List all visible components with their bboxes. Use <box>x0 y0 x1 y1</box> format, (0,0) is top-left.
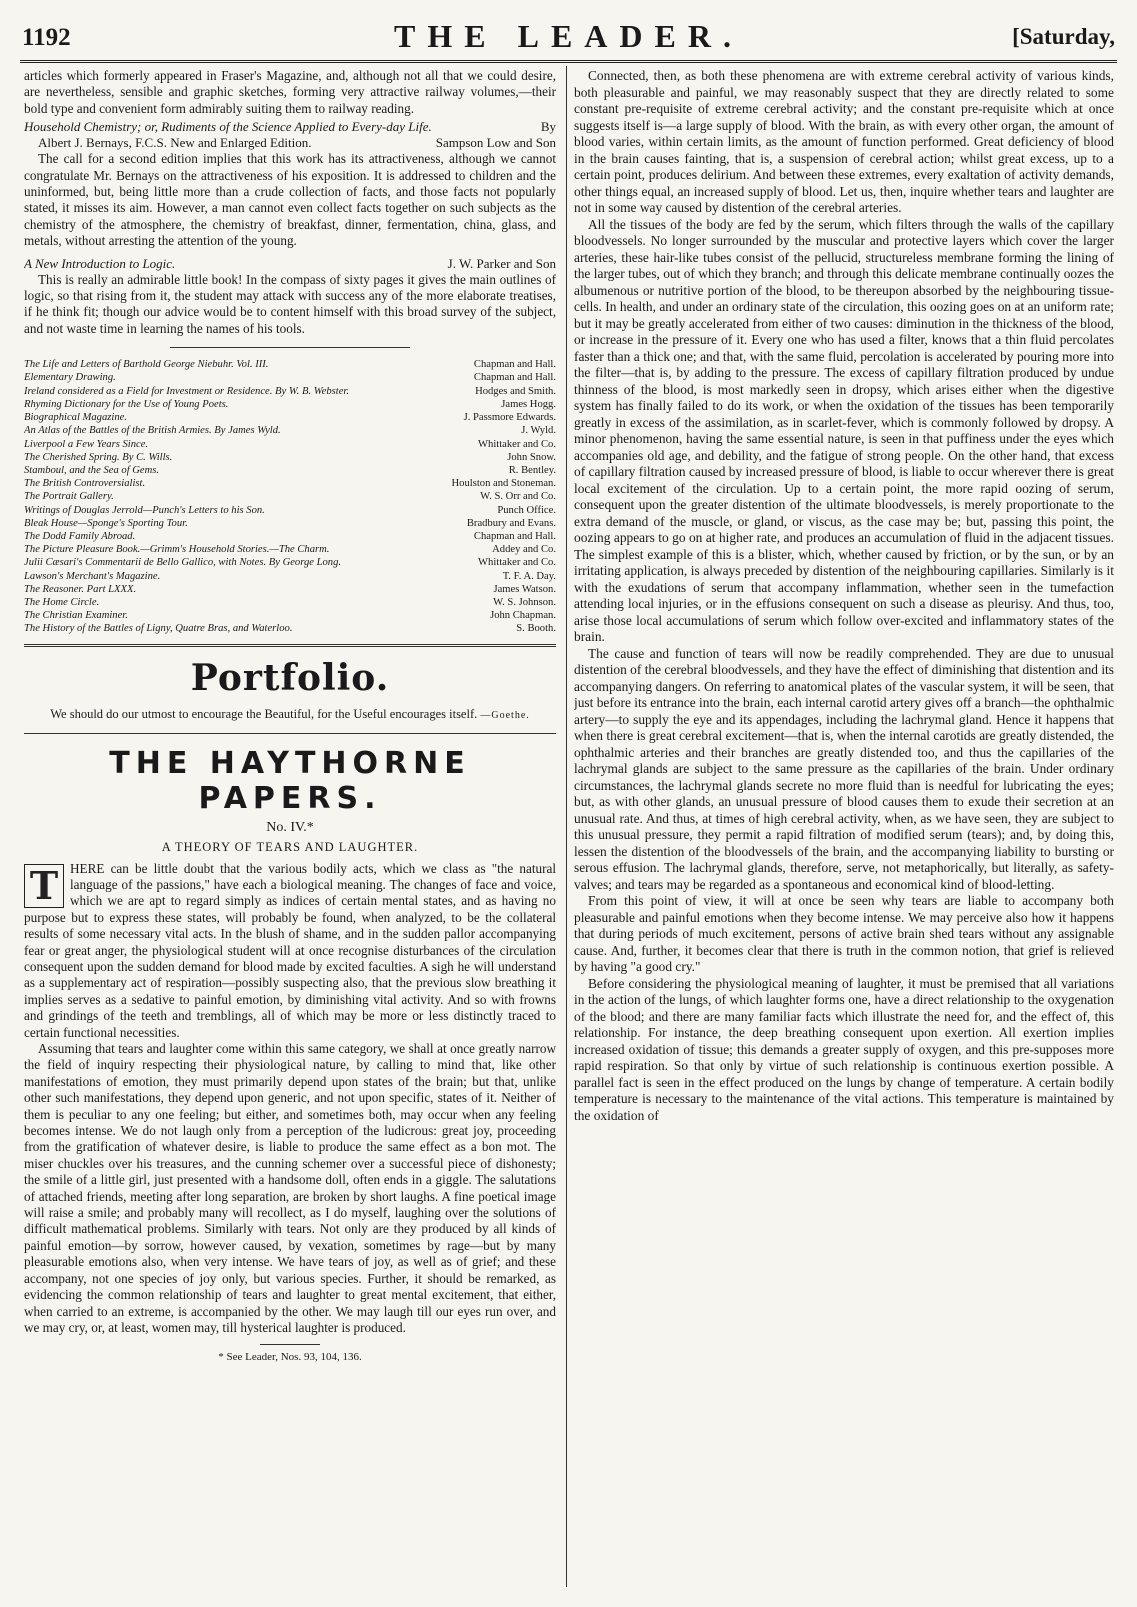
book-list-publisher: John Snow. <box>507 451 556 463</box>
book-list-item <box>24 464 556 477</box>
column-divider <box>566 66 567 1587</box>
book-list-item <box>24 543 556 556</box>
book-list-publisher: Houlston and Stoneman. <box>451 478 556 490</box>
book-list-item <box>24 530 556 543</box>
book-list-item <box>24 504 556 517</box>
book-list-title: Lawson's Merchant's Magazine. <box>24 570 161 582</box>
book-list-title: The British Controversialist. <box>24 478 146 490</box>
book-list-item <box>24 570 556 583</box>
book-list-item <box>24 438 556 451</box>
right-column <box>574 68 1114 1588</box>
book-title: A New Introduction to Logic. <box>24 255 176 271</box>
book-list-publisher: T. F. A. Day. <box>502 570 556 582</box>
article-subtitle: A THEORY OF TEARS AND LAUGHTER. <box>161 839 419 854</box>
masthead-title: THE LEADER. <box>394 18 743 54</box>
book-list-title: The Christian Examiner. <box>24 610 128 622</box>
article-paragraph <box>24 861 556 1041</box>
book-list-title: Elementary Drawing. <box>24 372 116 384</box>
book-publisher: Sampson Low and Son <box>435 135 556 151</box>
book-list-publisher: J. Wyld. <box>521 425 556 437</box>
book-list-publisher: Hodges and Smith. <box>475 385 556 397</box>
books-received-list <box>24 358 556 635</box>
book-list-publisher: Bradbury and Evans. <box>466 517 556 529</box>
book-list-item <box>24 411 556 424</box>
article-paragraph: Connected, then, as both these phenomena are with extreme cerebral activity of various kinds, both pleasurable and painful, we may reasonably suspect that they are directly related to some constant pre-requisite of extreme cerebral activity; and the constant pre-requisite which at once suggests itself is—a large supply of blood. With the brain, as with every other organ, the amount of blood varies, within certain limits, as the amount of function performed. Great deficiency of blood in the brain causes fainting, that is, a suspension of cerebral action; whilst great excess, up to a certain point, produces delirium. And between these extremes, every exaltation of activity demands, other things equal, an increased supply of blood. Let us, then, inquire whether tears and laughter are not in some way caused by distention of the cerebral arteries. <box>574 68 1114 215</box>
book-list-item <box>24 517 556 530</box>
book-list-title: Liverpool a Few Years Since. <box>24 438 149 450</box>
divider <box>24 644 556 647</box>
book-list-item <box>24 622 556 635</box>
book-publisher: J. W. Parker and Son <box>447 255 556 271</box>
book-list-item <box>24 556 556 569</box>
book-list-publisher: Chapman and Hall. <box>473 530 556 542</box>
book-list-publisher: J. Passmore Edwards. <box>463 412 556 424</box>
book-list-title: The Home Circle. <box>24 596 100 608</box>
intro-paragraph: articles which formerly appeared in Fraser's Magazine, and, although not all that we could desire, are nevertheless, sensible and graphic sketches, forming very attractive railway volumes,—their bold type and convenient form admirably suiting them to railway reading. <box>24 68 556 116</box>
footnote <box>24 1344 556 1363</box>
book-list-title: Bleak House—Sponge's Sporting Tour. <box>24 517 188 529</box>
book-list-item <box>24 609 556 622</box>
book-list-publisher: Whittaker and Co. <box>478 438 556 450</box>
book-list-title: Ireland considered as a Field for Investment or Residence. By W. B. Webster. <box>24 385 350 397</box>
book-list-publisher: W. S. Johnson. <box>493 596 556 608</box>
book-list-title: Julii Cæsari's Commentarii de Bello Gallico, with Notes. By George Long. <box>24 557 342 569</box>
book-list-title: Writings of Douglas Jerrold—Punch's Letters to his Son. <box>24 504 265 516</box>
book-list-item <box>24 451 556 464</box>
page-header <box>20 14 1117 56</box>
paragraph-text: HERE can be little doubt that the various bodily acts, which we class as "the natural language of the passions," have each a biological meaning. The changes of face and voice, which we are apt to regard simply as indices of certain mental states, and as having no purpose but to express these states, will probably be found, when analyzed, to be the collateral results of some necessary vital acts. In the blush of shame, and in the sudden pallor accompanying fear or great anger, the physiological student will at once recognise disturbances of the circulation consequent upon the sudden demand for blood made by excited faculties. A sigh he will understand as a supplementary act of respiration—possibly suspecting also, that the previous slow breathing it implies serves as a sedative to painful emotion, by diminishing vital activity. And so with frowns and grindings of the teeth and tremblings, all of which may be more or less distinctly traced to certain functional necessities. <box>24 860 556 1040</box>
book-by: By <box>540 119 556 135</box>
article-heading: THE HAYTHORNE PAPERS. <box>109 745 471 816</box>
book-list-item <box>24 490 556 503</box>
review-chemistry: The call for a second edition implies that this work has its attractiveness, although we cannot congratulate Mr. Bernays on the attractiveness of his exposition. It is addressed to children and the uninformed, but, being little more than a crude collection of facts, and those facts not popularly stated, it misses its aim. However, a man cannot even collect facts together on such subjects as the chemistry of the atmosphere, the chemistry of breakfast, dinner, fermentation, china, glass, and metals, without arresting the attention of the young. <box>24 151 556 249</box>
article-paragraph: All the tissues of the body are fed by the serum, which filters through the walls of the capillary bloodvessels. No longer surrounded by the muscular and protective layers which cover the larger arteries, these hair-like tubes consist of the pellucid, structureless membrane forming the lining of the larger tubes, out of which they branch; and through this delicate membrane continually oozes the albumenous or nutritive portion of the blood, to be thereupon absorbed by the neighbouring tissue-cells. In health, and under an ordinary state of the circulation, this oozing goes on at an uniform rate; but it may be greatly accelerated from either of two causes: diminution in the thickness of the blood, or increase in the pressure of it. Every one who has used a filter, knows that a thin fluid percolates faster than a thick one; and that, with the same fluid, percolation is accelerated by pouring more into the filter—that is, by adding to the pressure. The excess of capillary filtration produced by undue thinness of the blood, is most markedly seen in dropsy, which arises either when the digestive system has finally failed to do its work, or when the oxidation of the tissues has been temporarily greatly in excess of the assimilation, as in scarlet-fever, which is commonly followed by dropsy. A minor phenomenon, having the same essential nature, is seen in that puffiness under the eyes which accompanies old age, and debility, and the fatigue of strong people. On the other hand, that excess of capillary filtration caused by increased pressure of blood, is liable to occur wherever there is great local excitement of the circulation. Up to a certain point, the more rapid oozing of serum, consequent upon the greater distention of the ultimate bloodvessels, is merely proportionate to the extra demand of the muscle, or gland, or viscus, as the case may be; but, passing this point, the oozing appears to go on at higher rate, and produces an accumulation of fluid in the adjacent tissues. The simplest example of this is a blister, which, whether caused by friction, or by the sun, or by an irritating application, is always preceded by distention of the neighbouring capillaries. Similarly is it with the exudations of serum that accompany inflammation, whether seen in the tumefaction attending local injuries, or in the effusions consequent on such a disease as pleurisy. And thus, too, arise those local accumulations of serum which follow over-excited and inflammatory states of the brain. <box>574 216 1114 644</box>
motto-text: We should do our utmost to encourage the Beautiful, for the Useful encourages itself. <box>50 706 478 721</box>
book-list-title: Stamboul, and the Sea of Gems. <box>24 464 160 476</box>
book-list-item <box>24 371 556 384</box>
book-list-title: The Reasoner. Part LXXX. <box>24 583 137 595</box>
header-day: [Saturday, <box>1012 24 1115 49</box>
divider <box>24 733 556 734</box>
footnote-text: * See Leader, Nos. 93, 104, 136. <box>218 1351 362 1364</box>
book-list-publisher: W. S. Orr and Co. <box>480 491 556 503</box>
book-edition: Albert J. Bernays, F.C.S. New and Enlarged Edition. <box>38 135 312 151</box>
book-list-title: The Cherished Spring. By C. Wills. <box>24 451 173 463</box>
portfolio-heading: Portfolio. <box>190 656 390 699</box>
review-logic: This is really an admirable little book! In the compass of sixty pages it gives the main outlines of logic, so that rising from it, the student may attack with success any of the more elaborate treatises, if he think fit; though our advice would be to content himself with this broad survey of the subject, and not waste time in learning the names of his tools. <box>24 271 556 336</box>
book-list-item <box>24 477 556 490</box>
book-list-publisher: R. Bentley. <box>508 464 556 476</box>
book-list-item <box>24 583 556 596</box>
article-paragraph: Before considering the physiological meaning of laughter, it must be premised that all variations in the action of the lungs, of which laughter forms one, have a direct relationship to the oxygenation of the blood; and there are many familiar facts which illustrate the need for, and the effect of, this relationship. For instance, the deep breathing consequent upon exertion. All exertion implies increased oxidation of tissue; this demands a greater supply of oxygen, and this pre-supposes more rapid respiration. So that only by virtue of such relationship is continuous exertion possible. A parallel fact is seen in the effect produced on the lungs by change of temperature. A certain bodily temperature is necessary to the maintenance of the vital actions. This temperature is maintained by the oxidation of <box>574 975 1114 1123</box>
book-list-publisher: Chapman and Hall. <box>473 372 556 384</box>
book-list-title: The Life and Letters of Barthold George Niebuhr. Vol. III. <box>24 359 269 371</box>
book-entry-chemistry <box>24 119 556 151</box>
book-list-item <box>24 596 556 609</box>
article-paragraph: From this point of view, it will at once be seen why tears are liable to accompany both pleasurable and painful emotions when they become intense. We may perceive also how it happens that during periods of much excitement, persons of active brain shed tears without any assignable cause. And, further, it becomes clear that there is truth in the common notion, that grief is relieved by having "a good cry." <box>574 893 1114 974</box>
book-list-title: The Dodd Family Abroad. <box>24 530 136 542</box>
book-list-item <box>24 398 556 411</box>
book-list-publisher: S. Booth. <box>516 623 556 635</box>
divider <box>170 347 410 348</box>
book-list-item <box>24 385 556 398</box>
book-list-title: The Portrait Gallery. <box>24 491 114 503</box>
book-list-title: An Atlas of the Battles of the British Armies. By James Wyld. <box>24 425 281 437</box>
portfolio-motto <box>24 707 556 723</box>
left-column <box>24 68 556 1588</box>
book-list-publisher: Whittaker and Co. <box>478 557 556 569</box>
book-list-publisher: James Watson. <box>493 583 556 595</box>
book-entry-logic <box>24 256 556 272</box>
article-number: No. IV.* <box>266 819 314 835</box>
book-list-publisher: James Hogg. <box>501 398 556 410</box>
drop-cap: T <box>24 864 64 908</box>
book-list-publisher: Addey and Co. <box>492 544 556 556</box>
book-list-item <box>24 358 556 371</box>
motto-attribution: —Goethe. <box>480 709 530 721</box>
book-list-title: Rhyming Dictionary for the Use of Young Poets. <box>24 398 229 410</box>
book-list-publisher: Punch Office. <box>497 504 556 516</box>
book-list-item <box>24 424 556 437</box>
book-list-publisher: Chapman and Hall. <box>473 359 556 371</box>
header-rule <box>20 60 1117 63</box>
book-title: Household Chemistry; or, Rudiments of the Science Applied to Every-day Life. <box>24 119 432 135</box>
book-list-publisher: John Chapman. <box>490 610 556 622</box>
book-list-title: The Picture Pleasure Book.—Grimm's Household Stories.—The Charm. <box>24 544 330 556</box>
book-list-title: Biographical Magazine. <box>24 412 127 424</box>
article-paragraph: Assuming that tears and laughter come within this same category, we shall at once greatly narrow the field of inquiry respecting their physiological nature, by calling to mind that, like other manifestations of emotion, they must primarily depend upon states of the brain; but that, unlike other such manifestations, they depend upon generic, and not upon specific, states of it. Neither of them is peculiar to any one feeling; but either, and sometimes both, may occur when any feeling becomes intense. We do not laugh only from a perception of the ludicrous: great joy, proceeding from the gratification of whatever desire, is liable to produce the same effect as a bon mot. The miser chuckles over his treasures, and the cunning schemer over a successful piece of dishonesty; the smile of a little girl, just presented with a handsome doll, often ends in a giggle. The salutations of attached friends, meeting after long separation, are broken by short laughs. A fine poetical image will raise a smile; and probably many will recollect, as I do myself, laughing over the solutions of difficult mathematical problems. Similarly with tears. Not only are they produced by all kinds of painful emotion—by sorrow, however caused, by vexation, sometimes by rage—but by many pleasurable emotions also, when very intense. We have tears of joy, as well as of grief; and these accompany, not one species of joy only, but various species. Further, it should be remarked, as evidencing the common relationship of tears and laughter to great mental excitement, that either, when carried to an extreme, is accompanied by the other. We may laugh till our eyes run over, and we may cry, or, at least, women may, till hysterical laughter is produced. <box>24 1041 556 1335</box>
article-paragraph: The cause and function of tears will now be readily comprehended. They are due to unusual distention of the cerebral bloodvessels, and they have the effect of diminishing that distention and its accompanying dangers. On referring to anatomical plates of the vascular system, it will be seen, that just before its entrance into the brain, each internal carotid artery gives off a branch—the ophthalmic artery—to supply the eye and its appendages, including the lachrymal gland. Hence it happens that when there is great cerebral excitement—that is, when the internal carotids are greatly distended, the ophthalmic arteries and their branches are greatly distended too, and thus the capillaries of the lachrymal glands are subject to the same pressure as the capillaries of the brain. Under ordinary circumstances, the lachrymal glands secrete no more fluid than is needful for lubricating the eyes; but, as with other glands, an unusual pressure of blood causes them to exude their secretion at an unusual rate. And thus, at times of high cerebral activity, when, as we have seen, they are subject to this unusual pressure, they permit a rapid filtration of modified serum (tears); and, by doing this, lessen the distention of the bloodvessels of the brain, and the accompanying liability to bursting or serous effusion. The lachrymal glands, therefore, serve, not metaphorically, but literally, as safety-valves; and tears may be regarded as a spontaneous and economical kind of blood-letting. <box>574 645 1114 892</box>
page-number: 1192 <box>22 24 71 51</box>
book-list-title: The History of the Battles of Ligny, Quatre Bras, and Waterloo. <box>24 623 293 635</box>
